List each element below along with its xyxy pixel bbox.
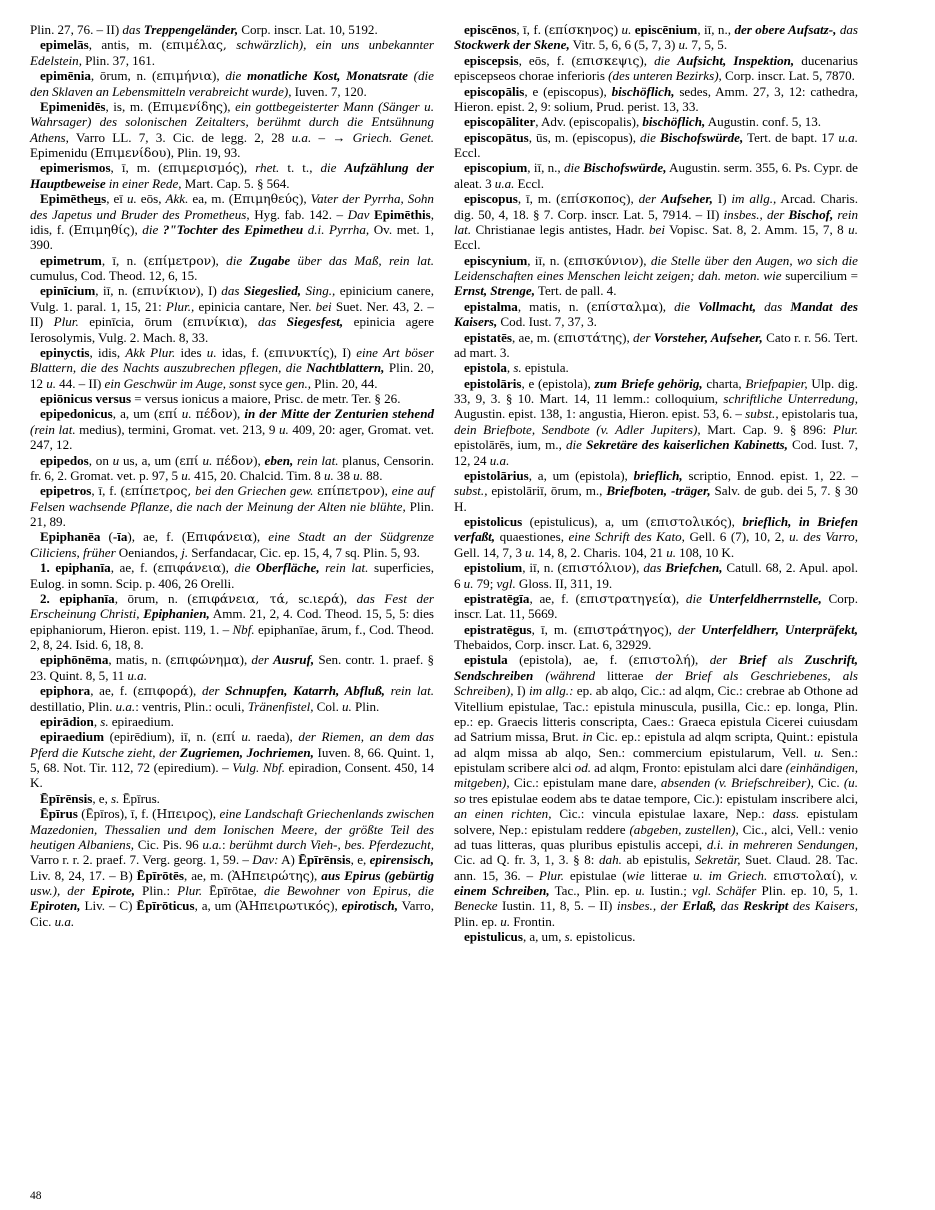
dictionary-entry: epiphora, ae, f. (επιφορά), der Schnupfen, Katarrh, Abfluß, rein lat. destillatio, Plin. u.a.: ventris, Plin.: oculi, Tränenfistel, Col. u. Plin. (30, 683, 435, 714)
dictionary-entry: episcopus, ī, m. (επίσκοπος), der Aufseher, I) im allg., Arcad. Charis. dig. 50, 4, 18. § 7. Corp. inscr. Lat. 5, 7914. – II) insbes., der Bischof, rein lat. Christianae legis antistes, Hadr. bei Vopisc. Sat. 8, 2. Amm. 15, 7, 8 u. Eccl. (454, 191, 859, 253)
dictionary-entry: epistolārius, a, um (epistola), brieflich, scriptio, Ennod. epist. 1, 22. – subst., epistolāriī, ōrum, m., Briefboten, -träger, Salv. de gub. dei 5, 7. § 30 H. (454, 467, 858, 514)
dictionary-entry: epistula (epistola), ae, f. (επιστολή), der Brief als Zuschrift, Sendschreiben (während litterae der Brief als Geschriebenes, als Schreiben), I) im allg.: ep. ab alqo, Cic.: ad alqm, Cic.: crebrae ab Othone ad Vitellium epistulae, Tac.: epistula minuscula, pusilla, Cic.: ep. longa, Plin. ep.: ep. Graecis litteris conscripta, Caes.: Graeca epistula Cicerei cuiusdam ad Satrium missa, Brut. in Cic. ep.: epistula ad alqm scripta, Quint.: epistula ad alqm missa ab alqo, Sen.: commercium epistularum, Vell. u. Sen.: epistulam scribere alci od. ad alqm, Fronto: epistulam alci dare (einhändigen, mitgeben), Cic.: epistulam mane dare, absenden (v. Briefschreiber), Cic. (u. so tres epistulae eodem abs te datae tempore, Cic.): epistulam inscribere alci, an einen richten, Cic.: vincula epistulae laxare, Nep.: dass. epistulam solvere, Nep.: epistulam reddere (abgeben, zustellen), Cic., alci, Vell.: venio ad tuas litteras, quas pluribus epistulis accepi, d.i. in mehreren Sendungen, Cic. ad Q. fr. 3, 1, 3. § 8: dah. ab epistulis, Sekretär, Suet. Claud. 28. Tac. ann. 15, 36. – Plur. epistulae (wie litterae u. im Griech. επιστολαί), v. einem Schreiben, Tac., Plin. ep. u. Iustin.; vgl. Schäfer Plin. ep. 10, 5, 1. Benecke Iustin. 11, 8, 5. – II) insbes., der Erlaß, das Reskript des Kaisers, Plin. ep. u. Frontin. (454, 652, 859, 929)
dictionary-entry: epiphōnēma, matis, n. (επιφώνημα), der Ausruf, Sen. contr. 1. praef. § 23. Quint. 8, 5, 11 u.a. (30, 652, 434, 683)
dictionary-entry: episcopātus, ūs, m. (episcopus), die Bischofswürde, Tert. de bapt. 17 u.a. Eccl. (454, 129, 858, 160)
right-text-column (454, 22, 858, 1167)
dictionary-entry: epistolium, iī, n. (επιστόλιον), das Briefchen, Catull. 68, 2. Apul. apol. 6 u. 79; vgl. Gloss. II, 311, 19. (454, 560, 859, 591)
page-number: 48 (30, 1190, 42, 1202)
dictionary-entry: Epimētheus, eī u. eōs, Akk. ea, m. (Επιμηθεύς), Vater der Pyrrha, Sohn des Japetus und Bruder des Prometheus, Hyg. fab. 142. – Dav Epimēthis, idis, f. (Επιμηθίς), die ?"Tochter des Epimetheu d.i. Pyrrha, Ov. met. 1, 390. (30, 191, 435, 253)
dictionary-entry: epipedos, on u us, a, um (επί u. πέδον), eben, rein lat. planus, Censorin. fr. 6, 2. Gromat. vet. p. 97, 5 u. 415, 20. Chalcid. Tim. 8 u. 38 u. 88. (30, 452, 435, 483)
dictionary-entry: episcynium, iī, n. (επισκύνιον), die Stelle über den Augen, wo sich die Leidenschaften eines Menschen leicht zeigen; dah. meton. wie supercilium = Ernst, Strenge, Tert. de pall. 4. (454, 252, 858, 299)
dictionary-entry: Ēpīrēnsis, e, s. Ēpīrus. (40, 790, 160, 806)
dictionary-entry: epiraedium (epirēdium), iī, n. (επί u. raeda), der Riemen, an dem das Pferd die Kutsche zieht, der Zugriemen, Jochriemen, Iuven. 8, 66. Quint. 1, 5, 68. Not. Tir. 112, 72 (epiredium). – Vulg. Nbf. epiradion, Consent. 450, 14 K. (30, 729, 434, 791)
dictionary-entry: episcopium, iī, n., die Bischofswürde, Augustin. serm. 355, 6. Ps. Cypr. de aleat. 3 u.a. Eccl. (454, 160, 858, 191)
dictionary-entry: epipetros, ī, f. (επίπετρος, bei den Griechen gew. επίπετρον), eine auf Felsen wachsende Pflanze, die nach der Meinung der Alten nie blühte, Plin. 21, 89. (30, 483, 435, 529)
dictionary-entry: Ēpīrus (Ēpīros), ī, f. (Ηπειρος), eine Landschaft Griechenlands zwischen Mazedonien, Thessalien und dem Ionischen Meere, der größte Teil des heutigen Albaniens, Cic. Pis. 96 u.a.: berühmt durch Vieh-, bes. Pferdezucht, Varro r. r. 2. praef. 7. Verg. georg. 1, 59. – Dav: A) Ēpīrēnsis, e, epirensisch, Liv. 8, 24, 17. – B) Ēpīrōtēs, ae, m. (ᾺΗπειρώτης), aus Epirus (gebürtig usw.), der Epirote, Plin.: Plur. Ēpīrōtae, die Bewohner von Epirus, die Epiroten, Liv. – C) Ēpīrōticus, a, um (ᾺΗπειρωτικός), epirotisch, Varro, Cic. u.a. (30, 806, 435, 929)
dictionary-entry: epirādion, s. epiraedium. (40, 713, 174, 729)
dictionary-entry: epistratēgīa, ae, f. (επιστρατηγεία), die Unterfeldherrnstelle, Corp. inscr. Lat. 11, 5669. (454, 590, 858, 622)
dictionary-entry: epinīcium, iī, n. (επινίκιον), I) das Siegeslied, Sing., epinicium canere, Vulg. 1. paral. 1, 15, 21: Plur., epinicia cantare, Ner. bei Suet. Ner. 43, 2. – II) Plur. epinīcia, ōrum (επινίκια), das Siegesfest, epinicia agere Ierosolymis, Vulg. 2. Mach. 8, 33. (30, 283, 435, 345)
left-text-column (30, 22, 434, 1167)
dictionary-entry: episcopālis, e (episcopus), bischöflich, sedes, Amm. 27, 3, 12: cathedra, Hieron. epist. 2, 9: solium, Prud. perist. 13, 33. (454, 83, 858, 114)
dictionary-entry: epimelās, antis, m. (επιμέλας, schwärzlich), ein uns unbekannter Edelstein, Plin. 37, 161. (30, 37, 435, 68)
dictionary-entry: Epiphanēa (-īa), ae, f. (Επιφάνεια), eine Stadt an der Südgrenze Ciliciens, früher Oeniandos, j. Serfandacar, Cic. ep. 15, 4, 7 sq. Plin. 5, 93. (30, 529, 434, 560)
dictionary-entry: epistalma, matis, n. (επίσταλμα), die Vollmacht, das Mandat des Kaisers, Cod. Iust. 7, 37, 3. (454, 298, 859, 330)
dictionary-entry: episcopāliter, Adv. (episcopalis), bischöflich, Augustin. conf. 5, 13. (464, 114, 822, 130)
dictionary-entry: epimerismos, ī, m. (επιμερισμός), rhet. t. t., die Aufzählung der Hauptbeweise in einer Rede, Mart. Cap. 5. § 564. (30, 160, 435, 191)
dictionary-entry: 1. epiphanīa, ae, f. (επιφάνεια), die Oberfläche, rein lat. superficies, Eulog. in somn. Scip. p. 406, 26 Orelli. (30, 560, 434, 591)
dictionary-entry: epipedonicus, a, um (επί u. πέδον), in der Mitte der Zenturien stehend (rein lat. medius), termini, Gromat. vet. 213, 9 u. 409, 20: ager, Gromat. vet. 247, 12. (30, 406, 435, 453)
dictionary-entry: epistratēgus, ī, m. (επιστράτηγος), der Unterfeldherr, Unterpräfekt, Thebaidos, Corp. inscr. Lat. 6, 32929. (454, 621, 858, 652)
dictionary-entry: epistolāris, e (epistola), zum Briefe gehörig, charta, Briefpapier, Ulp. dig. 33, 9, 3. § 10. Mart. 14, 11 lemm.: colloquium, schriftliche Unterredung, Augustin. epist. 138, 1: angustia, Hieron. epist. 53, 6. – subst., epistolaris tua, dein Briefbote, Sendbote (v. Adler Jupiters), Mart. Cap. 9. § 896: Plur. epistolārēs, ium, m., die Sekretäre des kaiserlichen Kabinetts, Cod. Iust. 7, 12, 24 u.a. (454, 375, 858, 468)
two-column-layout (30, 22, 905, 1167)
dictionary-entry: epimetrum, ī, n. (επίμετρον), die Zugabe über das Maß, rein lat. cumulus, Cod. Theod. 12, 6, 15. (30, 252, 435, 283)
dictionary-entry: episcēnos, ī, f. (επίσκηνος) u. episcēnium, iī, n., der obere Aufsatz-, das Stockwerk der Skene, Vitr. 5, 6, 6 (5, 7, 3) u. 7, 5, 5. (454, 22, 859, 53)
dictionary-entry: Plin. 27, 76. – II) das Treppengeländer, Corp. inscr. Lat. 10, 5192. (30, 22, 378, 37)
dictionary-entry: episcepsis, eōs, f. (επισκεψις), die Aufsicht, Inspektion, ducenarius episcepseos chorae inferioris (des unteren Bezirks), Corp. inscr. Lat. 5, 7870. (454, 52, 858, 84)
dictionary-entry: epiōnicus versus = versus ionicus a maiore, Prisc. de metr. Ter. § 26. (40, 391, 401, 406)
dictionary-entry: Epimenidēs, is, m. (Επιμενίδης), ein gottbegeisterter Mann (Sänger u. Wahrsager) des solonischen Zeitalters, berühmt durch die Entsühnung Athens, Varro LL. 7, 3. Cic. de legg. 2, 28 u.a. – → Griech. Genet. Epimenidu (Επιμενίδου), Plin. 19, 93. (30, 98, 435, 160)
dictionary-entry: epistolicus (epistulicus), a, um (επιστολικός), brieflich, in Briefen verfaßt, quaestiones, eine Schrift des Kato, Gell. 6 (7), 10, 2, u. des Varro, Gell. 14, 7, 3 u. 14, 8, 2. Charis. 104, 21 u. 108, 10 K. (454, 514, 858, 560)
dictionary-entry: epimēnia, ōrum, n. (επιμήνια), die monatliche Kost, Monatsrate (die den Sklaven an Lebensmitteln verabreicht wurde), Iuven. 7, 120. (30, 68, 434, 99)
dictionary-entry: 2. epiphanīa, ōrum, n. (επιφάνεια, τά, sc.ιερά), das Fest der Erscheinung Christi, Epiphanien, Amm. 21, 2, 4. Cod. Theod. 15, 5, 5: dies epiphaniorum, Hieron. epist. 119, 1. – Nbf. epiphanīae, ārum, f., Cod. Theod. 2, 8, 24. Isid. 6, 18, 8. (30, 590, 435, 652)
dictionary-entry: epistulicus, a, um, s. epistolicus. (464, 929, 636, 945)
dictionary-entry: epistatēs, ae, m. (επιστάτης), der Vorsteher, Aufseher, Cato r. r. 56. Tert. ad mart. 3. (454, 329, 859, 360)
dictionary-entry: epinyctis, idis, Akk Plur. ides u. idas, f. (επινυκτίς), I) eine Art böser Blattern, die des Nachts auszubrechen pflegen, die Nachtblattern, Plin. 20, 12 u. 44. – II) ein Geschwür im Auge, sonst syce gen., Plin. 20, 44. (30, 344, 435, 391)
dictionary-entry: epistola, s. epistula. (464, 360, 569, 376)
